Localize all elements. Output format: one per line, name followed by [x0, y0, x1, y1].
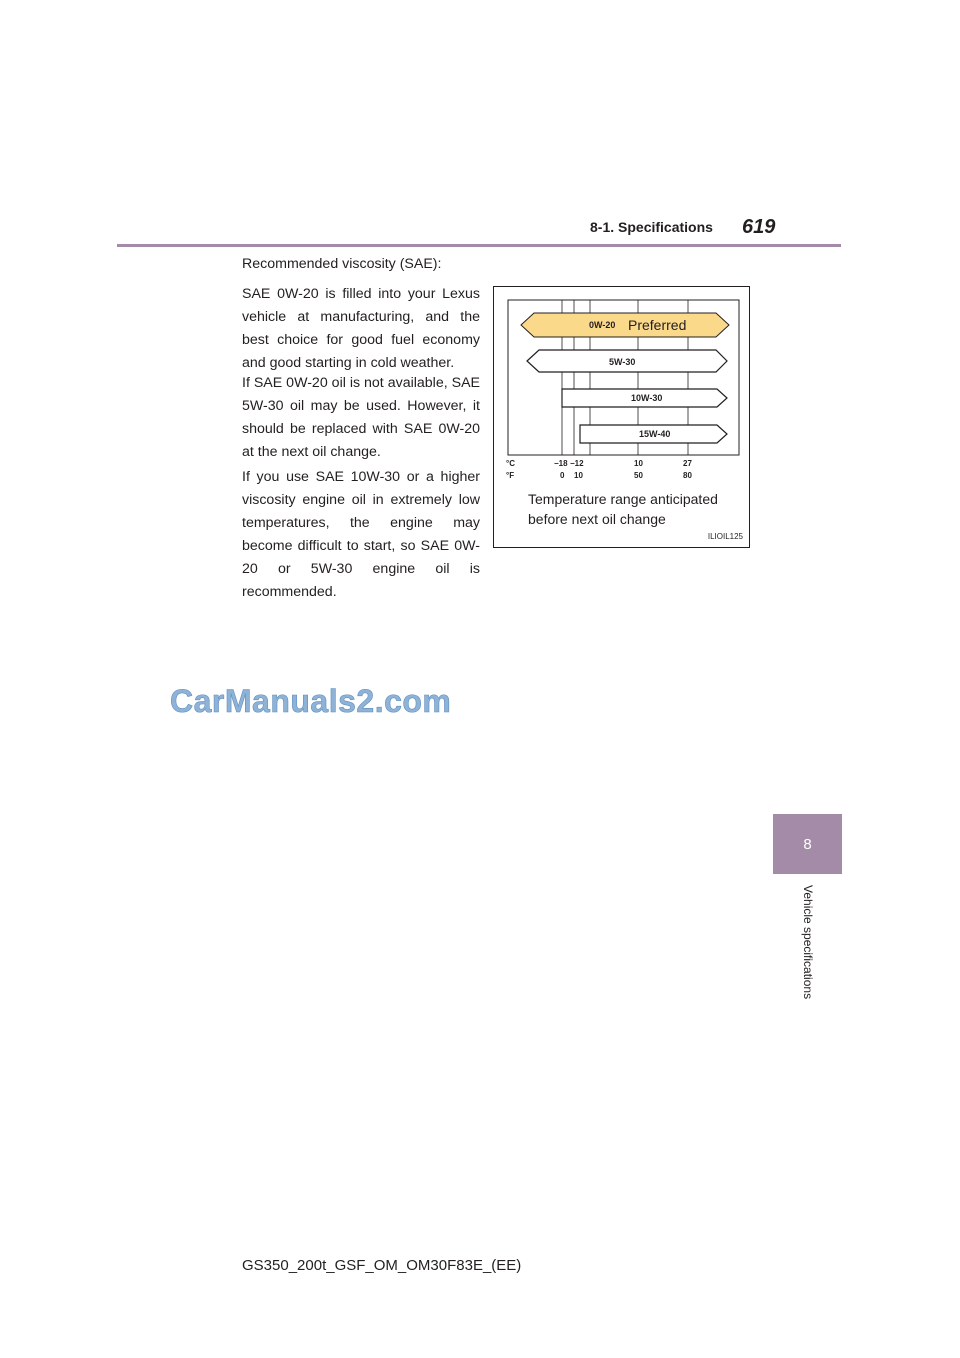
header-section-title: 8-1. Specifications: [590, 219, 713, 235]
bar-label-0w20: 0W-20: [589, 320, 616, 330]
tick-celsius: 27: [683, 459, 692, 468]
chapter-tab[interactable]: [773, 814, 842, 874]
chapter-side-label: [797, 885, 819, 1025]
page-number: 619: [742, 216, 776, 238]
viscosity-figure: [493, 286, 750, 548]
bar-label-15w40: 15W-40: [639, 429, 671, 439]
tick-fahrenheit: 10: [574, 471, 583, 480]
chapter-title: Vehicle specifications: [801, 885, 815, 1000]
paragraph-5w30-alternative: If SAE 0W-20 oil is not available, SAE 5W-30 oil may be used. However, it should be replaced with SAE 0W-20 at the next oil change.: [242, 375, 480, 460]
tick-fahrenheit: 80: [683, 471, 692, 480]
bar-label-5w30: 5W-30: [609, 357, 636, 367]
paragraph-viscosity-label: Recommended viscosity (SAE):: [242, 256, 442, 272]
figure-caption: Temperature range anticipated before next oil change: [528, 491, 718, 527]
paragraph-0w20-info: SAE 0W-20 is filled into your Lexus vehicle at manufacturing, and the best choice for good fuel economy and good starting in cold weather.: [242, 286, 480, 371]
bar-label-10w30: 10W-30: [631, 393, 663, 403]
tick-fahrenheit: 0: [560, 471, 565, 480]
axis-unit-celsius: °C: [506, 459, 515, 468]
axis-unit-fahrenheit: °F: [506, 471, 515, 480]
bar-note-preferred: Preferred: [628, 317, 687, 333]
paragraph-10w30-warning: If you use SAE 10W-30 or a higher viscosity engine oil in extremely low temperatures, the engine may become difficult to start, so SAE 0W-20 or 5W-30 engine oil is recommended.: [242, 469, 480, 600]
watermark-logo: CarManuals2.com: [170, 683, 452, 719]
footer-doc-code: GS350_200t_GSF_OM_OM30F83E_(EE): [242, 1257, 522, 1274]
chapter-number: 8: [803, 835, 812, 853]
tick-celsius: −12: [570, 459, 584, 468]
bar-0w20: [521, 313, 729, 337]
tick-fahrenheit: 50: [634, 471, 643, 480]
header-rule: [117, 244, 841, 247]
tick-celsius: 10: [634, 459, 643, 468]
figure-id: ILIOIL125: [707, 532, 743, 541]
tick-celsius: −18: [554, 459, 568, 468]
